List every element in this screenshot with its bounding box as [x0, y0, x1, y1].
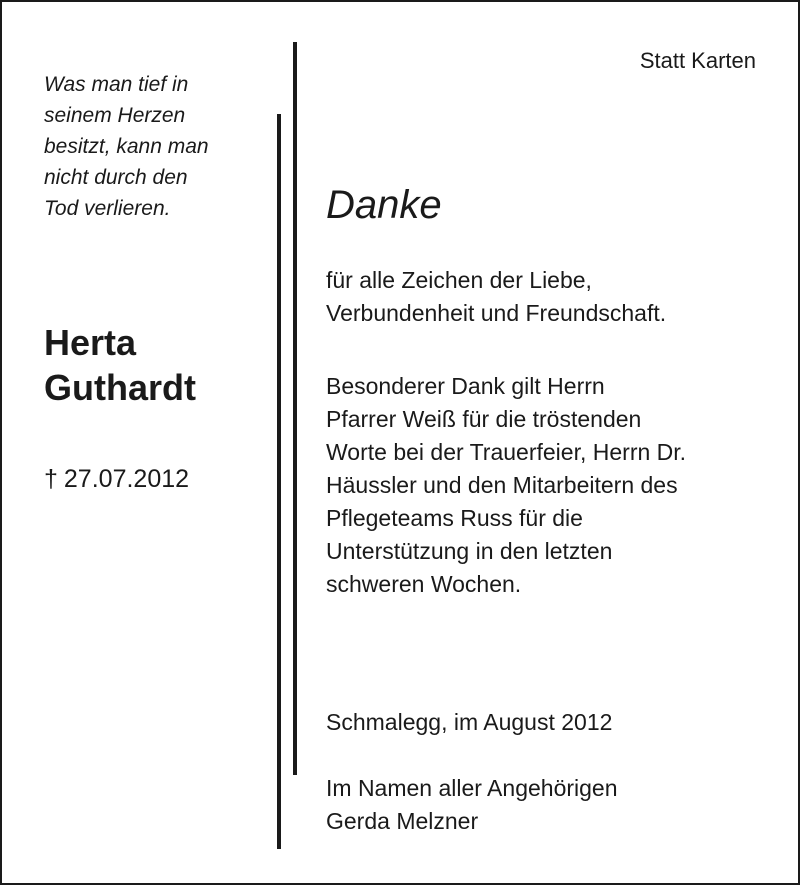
death-date-line [44, 462, 189, 496]
signature-line: Im Namen aller Angehörigen [326, 775, 618, 801]
page-title: Danke [326, 183, 442, 227]
paragraph-line: für alle Zeichen der Liebe, [326, 267, 592, 293]
quote-line: Was man tief in [44, 73, 189, 96]
divider-line-right [293, 42, 297, 775]
place-date [326, 706, 786, 739]
deceased-last-name: Guthardt [44, 367, 196, 408]
divider-line-left [277, 114, 281, 849]
death-date: 27.07.2012 [63, 465, 190, 493]
place-date-text: Schmalegg, im August 2012 [326, 709, 613, 735]
quote-line: nicht durch den [44, 166, 188, 189]
memorial-quote [44, 69, 274, 224]
deceased-first-name: Herta [44, 322, 137, 363]
paragraph-line: Worte bei der Trauerfeier, Herrn Dr. [326, 439, 687, 465]
thanks-paragraph [326, 370, 786, 601]
paragraph-line: schweren Wochen. [326, 571, 522, 597]
statt-karten-note: Statt Karten [639, 48, 756, 73]
cross-icon: † [44, 465, 58, 493]
paragraph-line: Pfarrer Weiß für die tröstenden [326, 406, 642, 432]
paragraph-line: Pflegeteams Russ für die [326, 505, 583, 531]
paragraph-line: Besonderer Dank gilt Herrn [326, 373, 605, 399]
intro-paragraph [326, 264, 786, 330]
signature [326, 772, 786, 838]
paragraph-line: Häussler und den Mitarbeitern des [326, 472, 678, 498]
signature-name: Gerda Melzner [326, 808, 479, 834]
quote-line: Tod verlieren. [44, 197, 171, 220]
deceased-name [44, 320, 196, 410]
paragraph-line: Unterstützung in den letzten [326, 538, 613, 564]
quote-line: seinem Herzen [44, 104, 186, 127]
paragraph-line: Verbundenheit und Freundschaft. [326, 300, 667, 326]
quote-line: besitzt, kann man [44, 135, 209, 158]
